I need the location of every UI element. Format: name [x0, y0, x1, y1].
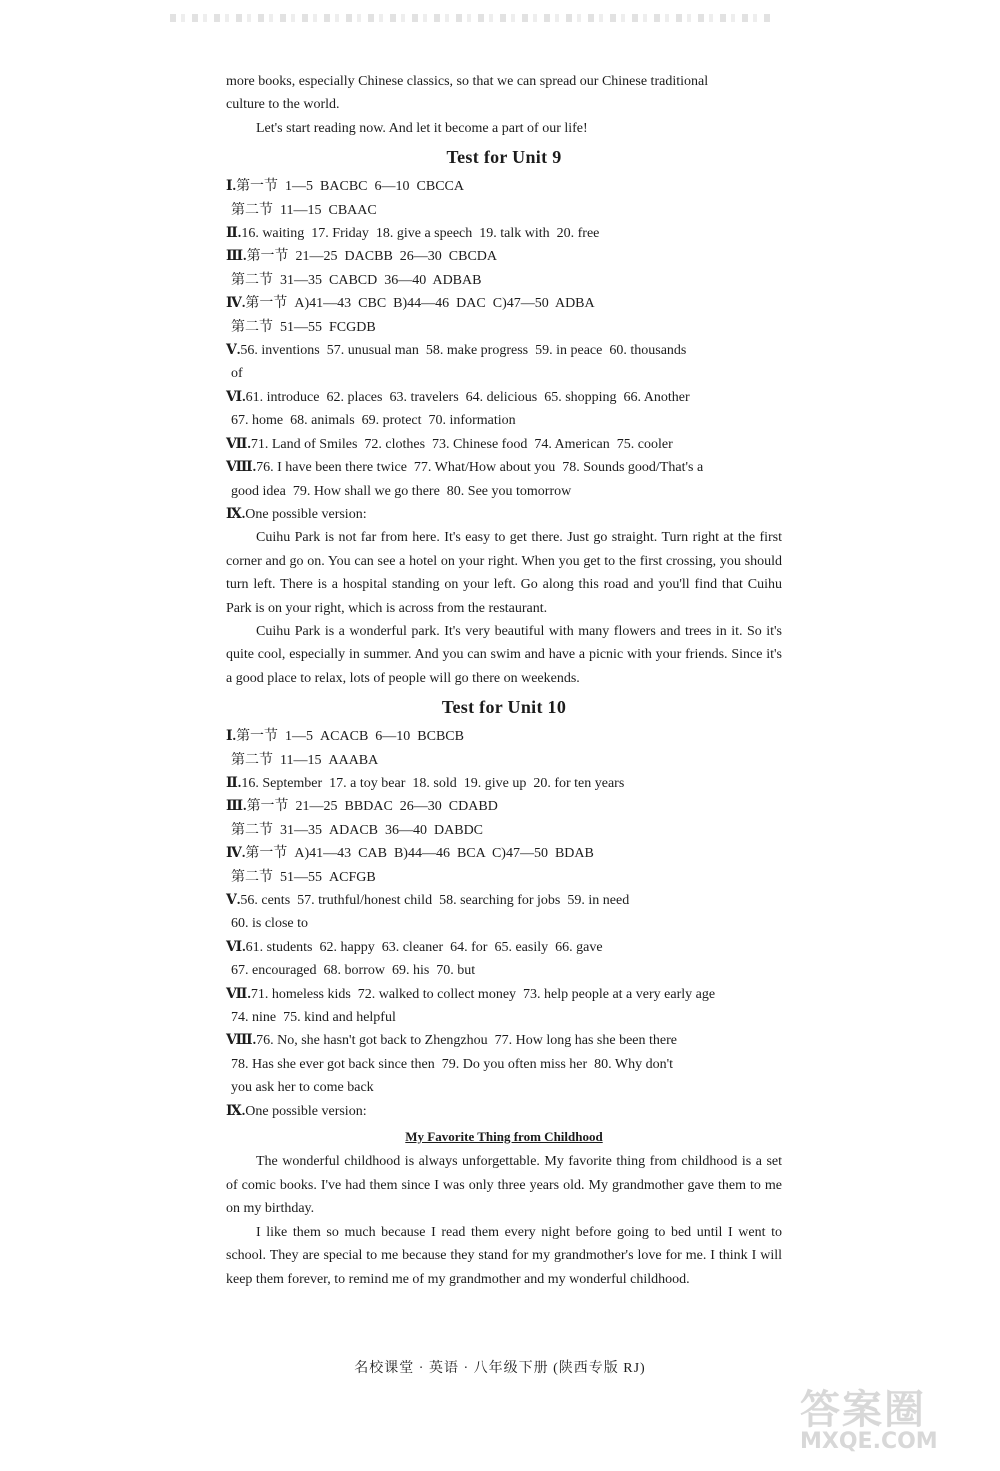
answer-text: 76. I have been there twice 77. What/How about you 78. Sounds good/That's a	[256, 460, 704, 476]
essay-paragraph: The wonderful childhood is always unforgettable. My favorite thing from childhood is a set of comic books. I've had them since I was only three years old. My grandmother gave them to me on my birthday.	[226, 1154, 782, 1217]
section-number: Ⅰ.	[226, 729, 237, 745]
answer-row	[226, 269, 782, 292]
answer-text: you ask her to come back	[231, 1080, 374, 1096]
answer-row	[226, 409, 782, 432]
watermark-text: 答案圈	[800, 1387, 926, 1433]
section-number: Ⅲ.	[226, 799, 247, 815]
answer-row	[226, 175, 782, 198]
essay-paragraph: Cuihu Park is a wonderful park. It's very beautiful with many flowers and trees in it. So it's quite cool, especially in summer. And you can swim and have a picnic with your friends. Since it's a good place to relax, lots of people will go there on weekends.	[226, 623, 782, 686]
answer-row	[226, 292, 782, 315]
section-number: Ⅶ.	[226, 436, 251, 452]
answer-row	[226, 936, 782, 959]
answer-text: 第二节 51—55 FCGDB	[231, 319, 376, 335]
answer-text: 76. No, she hasn't got back to Zhengzhou 77. How long has she been there	[256, 1033, 677, 1049]
answer-text: 第一节 A)41—43 CAB B)44—46 BCA C)47—50 BDAB	[245, 846, 594, 862]
unit10-title: Test for Unit 10	[441, 697, 567, 718]
watermark-url: MXQE.COM	[800, 1429, 938, 1454]
answer-page	[226, 70, 782, 1291]
watermark-logo	[800, 1378, 970, 1468]
answer-row	[226, 842, 782, 865]
answer-text: 16. waiting 17. Friday 18. give a speech 19. talk with 20. free	[241, 226, 600, 242]
section-number: Ⅲ.	[226, 249, 247, 265]
unit10-answers	[226, 725, 782, 1123]
answer-row	[226, 1053, 782, 1076]
unit10-essay	[226, 1150, 782, 1290]
answer-text: 第二节 51—55 ACFGB	[231, 869, 376, 885]
answer-text: 61. introduce 62. places 63. travelers 64. delicious 65. shopping 66. Another	[245, 389, 690, 405]
answer-text: 第一节 21—25 BBDAC 26—30 CDABD	[246, 799, 498, 815]
answer-row	[226, 912, 782, 935]
answer-text: 56. inventions 57. unusual man 58. make progress 59. in peace 60. thousands	[240, 343, 687, 359]
answer-row	[226, 795, 782, 818]
answer-row	[226, 1100, 782, 1123]
section-number: Ⅳ.	[226, 296, 246, 312]
answer-text: 第一节 1—5 ACACB 6—10 BCBCB	[236, 729, 464, 745]
answer-row	[226, 316, 782, 339]
intro-line-1: more books, especially Chinese classics, so that we can spread our Chinese traditional	[226, 74, 709, 89]
section-number: Ⅶ.	[226, 986, 251, 1002]
section-number: Ⅴ.	[226, 893, 241, 908]
answer-row	[226, 749, 782, 772]
intro-line-3: Let's start reading now. And let it become a part of our life!	[256, 120, 588, 136]
answer-row	[226, 386, 782, 409]
answer-text: 第二节 31—35 ADACB 36—40 DABDC	[231, 822, 484, 838]
section-number: Ⅵ.	[226, 939, 246, 955]
answer-row	[226, 339, 782, 362]
unit9-answers	[226, 175, 782, 526]
section-number: Ⅰ.	[226, 179, 237, 195]
answer-text: 第二节 11—15 CBAAC	[231, 202, 377, 218]
answer-text: 60. is close to	[231, 916, 308, 932]
unit9-title: Test for Unit 9	[446, 147, 562, 168]
answer-text: 74. nine 75. kind and helpful	[231, 1010, 396, 1026]
answer-row	[226, 503, 782, 526]
answer-row	[226, 1029, 782, 1052]
answer-row	[226, 433, 782, 456]
answer-text: 第一节 21—25 DACBB 26—30 CBCDA	[246, 249, 498, 265]
answer-row	[226, 889, 782, 912]
answer-text: 第二节 31—35 CABCD 36—40 ADBAB	[231, 272, 482, 288]
essay-paragraph: I like them so much because I read them every night before going to bed until I went to school. They are special to me because they stand for my grandmother's love for me. I think I will keep them forever, to remind me of my grandmother and my wonderful childhood.	[226, 1224, 782, 1287]
answer-text: 78. Has she ever got back since then 79. Do you often miss her 80. Why don't	[231, 1056, 674, 1072]
answer-text: 67. encouraged 68. borrow 69. his 70. but	[231, 963, 476, 979]
intro-line-2: culture to the world.	[226, 97, 340, 113]
answer-text: One possible version:	[245, 1103, 367, 1119]
section-number: Ⅱ.	[226, 775, 242, 791]
answer-row	[226, 772, 782, 795]
section-number: Ⅷ.	[226, 460, 257, 476]
answer-row	[226, 456, 782, 479]
answer-row	[226, 1076, 782, 1099]
section-number: Ⅸ.	[226, 506, 246, 522]
answer-row	[226, 819, 782, 842]
answer-row	[226, 480, 782, 503]
unit9-essay	[226, 526, 782, 690]
answer-row	[226, 362, 782, 385]
answer-text: 第一节 A)41—43 CBC B)44—46 DAC C)47—50 ADBA	[245, 296, 595, 312]
section-number: Ⅳ.	[226, 846, 246, 862]
section-number: Ⅸ.	[226, 1103, 246, 1119]
answer-row	[226, 245, 782, 268]
answer-text: 71. homeless kids 72. walked to collect money 73. help people at a very early age	[250, 986, 716, 1002]
answer-row	[226, 983, 782, 1006]
answer-row	[226, 959, 782, 982]
answer-row	[226, 725, 782, 748]
answer-text: 71. Land of Smiles 72. clothes 73. Chinese food 74. American 75. cooler	[250, 436, 673, 452]
answer-row	[226, 866, 782, 889]
essay-paragraph: Cuihu Park is not far from here. It's easy to get there. Just go straight. Turn right at the first corner and go on. You can see a hotel on your right. When you get to the first crossing, you should turn left. There is a hospital standing on your left. Go along this road and you'll find that Cuihu Park is on your right, which is across from the restaurant.	[226, 530, 782, 616]
answer-text: 61. students 62. happy 63. cleaner 64. for 65. easily 66. gave	[245, 939, 603, 955]
answer-text: good idea 79. How shall we go there 80. See you tomorrow	[231, 483, 572, 499]
answer-text: 56. cents 57. truthful/honest child 58. searching for jobs 59. in need	[240, 893, 630, 908]
answer-row	[226, 222, 782, 245]
answer-text: 16. September 17. a toy bear 18. sold 19. give up 20. for ten years	[241, 775, 625, 791]
answer-row	[226, 1006, 782, 1029]
answer-text: of	[231, 366, 243, 382]
section-number: Ⅱ.	[226, 226, 242, 242]
page-footer: 名校课堂 · 英语 · 八年级下册 (陕西专版 RJ)	[354, 1361, 646, 1376]
answer-text: 第一节 1—5 BACBC 6—10 CBCCA	[236, 179, 464, 195]
section-number: Ⅵ.	[226, 389, 246, 405]
scan-header-noise	[170, 14, 770, 22]
section-number: Ⅴ.	[226, 343, 241, 359]
answer-text: One possible version:	[245, 506, 367, 522]
answer-text: 67. home 68. animals 69. protect 70. information	[231, 413, 516, 429]
answer-text: 第二节 11—15 AAABA	[231, 752, 379, 768]
section-number: Ⅷ.	[226, 1033, 257, 1049]
answer-row	[226, 199, 782, 222]
unit10-essay-title: My Favorite Thing from Childhood	[405, 1129, 603, 1145]
